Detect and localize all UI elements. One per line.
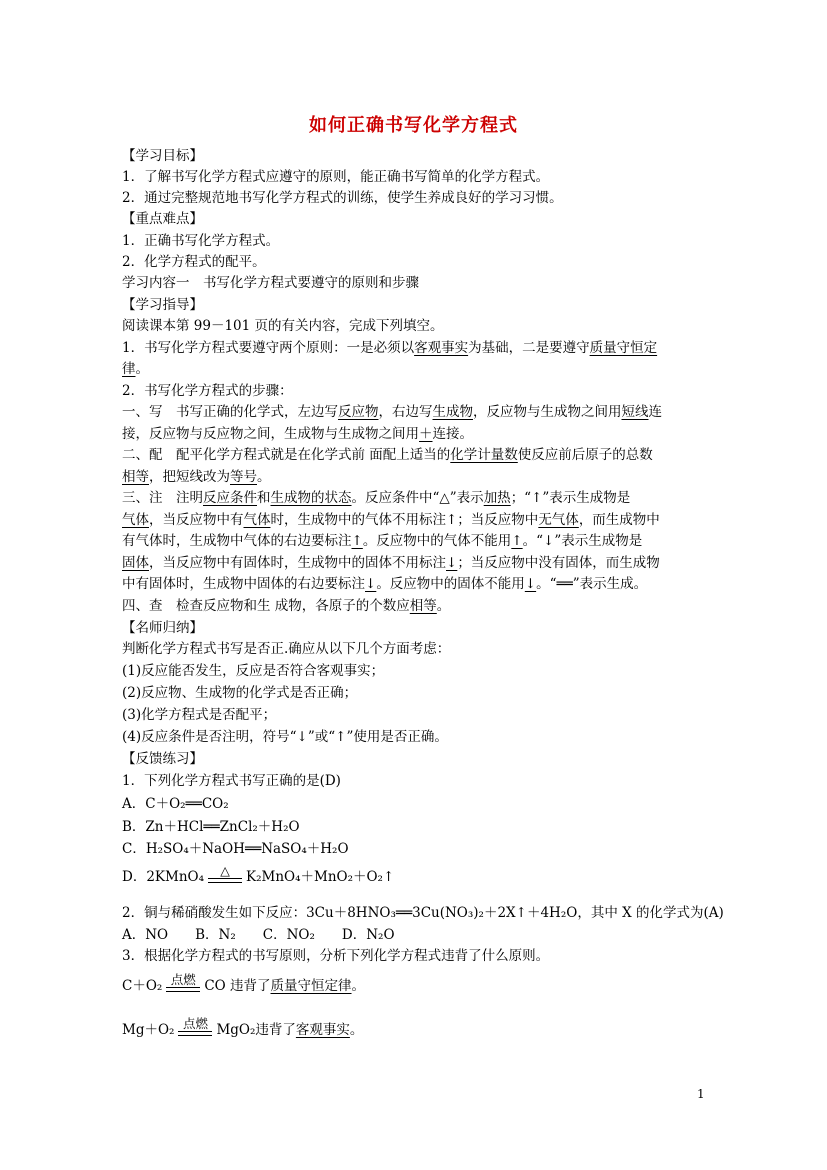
step-annotate-line-2: 气体，当反应物中有气体时，生成物中的气体不用标注↑；当反应物中无气体，而生成物中 xyxy=(122,512,660,528)
q1-option-a: A．C＋O₂══CO₂ xyxy=(122,796,229,812)
step-check-line: 四、查 检查反应物和生 成物，各原子的个数应相等。 xyxy=(122,598,451,614)
section-heading-summary: 【名师归纳】 xyxy=(122,620,203,636)
heat-symbol: △ xyxy=(220,863,230,878)
q1-option-b: B．Zn＋HCl══ZnCl₂＋H₂O xyxy=(122,819,300,835)
answer-blank: ↓ xyxy=(524,576,537,592)
step-balance-line-1: 二、配 配平化学方程式就是在化学式前 面配上适当的化学计量数使反应前后原子的总数 xyxy=(122,447,653,463)
reading-instruction: 阅读课本第 99－101 页的有关内容，完成下列填空。 xyxy=(122,318,444,334)
content-title: 学习内容一 书写化学方程式要遵守的原则和步骤 xyxy=(122,275,419,291)
equation-1: C＋O₂ 点燃 CO 违背了质量守恒定律。 xyxy=(122,972,366,994)
goal-line-2: 2．通过完整规范地书写化学方程式的训练，使学生养成良好的学习习惯。 xyxy=(122,190,563,206)
principle-line-2: 律。 xyxy=(122,361,149,377)
question-1: 1．下列化学方程式书写正确的是(D) xyxy=(122,773,341,789)
answer-blank: 生成物的状态 xyxy=(270,490,352,506)
answer-blank: 客观事实 xyxy=(295,1022,350,1038)
ignite-label: 点燃 xyxy=(182,1016,208,1031)
keypoint-line-1: 1．正确书写化学方程式。 xyxy=(122,233,280,249)
answer-blank: 化学计量数 xyxy=(450,447,518,463)
answer-blank: 短线 xyxy=(621,404,649,420)
summary-line-3: (3)化学方程式是否配平； xyxy=(122,707,277,723)
q1-option-c: C．H₂SO₄＋NaOH══NaSO₄＋H₂O xyxy=(122,841,349,857)
step-annotate-line-3: 有气体时，生成物中气体的右边要标注↑。反应物中的气体不能用↑。“↓”表示生成物是 xyxy=(122,533,643,549)
answer-blank: ↑ xyxy=(351,533,363,549)
section-heading-goals: 【学习目标】 xyxy=(122,148,203,164)
answer-blank: 等号 xyxy=(230,469,257,485)
reaction-condition xyxy=(178,1017,212,1036)
answer-blank: 反应物 xyxy=(338,404,379,420)
answer-blank: 质量守恒定律 xyxy=(270,978,352,994)
principle-line-1: 1．书写化学方程式要遵守两个原则：一是必须以客观事实为基础，二是要遵守质量守恒定 xyxy=(122,340,658,356)
answer-blank: 加热 xyxy=(483,490,511,506)
answer-blank: 固体 xyxy=(122,555,149,571)
page-title: 如何正确书写化学方程式 xyxy=(309,115,518,136)
equals-bar xyxy=(178,1031,212,1036)
answer-blank: 相等 xyxy=(409,598,437,614)
equation-2: Mg＋O₂ 点燃 MgO₂违背了客观事实。 xyxy=(122,1016,364,1038)
page-number: 1 xyxy=(697,1087,705,1101)
answer-blank: 律 xyxy=(122,361,136,377)
answer-blank: 客观事实 xyxy=(414,340,469,356)
step-annotate-line-1: 三、注 注明反应条件和生成物的状态。反应条件中“△”表示加热；“↑”表示生成物是 xyxy=(122,490,631,506)
answer-blank: 相等 xyxy=(122,469,149,485)
q1-option-d: D．2KMnO₄ △ K₂MnO₄＋MnO₂＋O₂↑ xyxy=(122,863,395,885)
equals-bar xyxy=(166,987,200,992)
answer-blank: 无气体 xyxy=(538,512,579,528)
answer-blank: ＋ xyxy=(419,426,433,442)
section-heading-practice: 【反馈练习】 xyxy=(122,751,203,767)
step-write-line-1: 一、写 书写正确的化学式，左边写反应物，右边写生成物，反应物与生成物之间用短线连 xyxy=(122,404,662,420)
question-3: 3．根据化学方程式的书写原则，分析下列化学方程式违背了什么原则。 xyxy=(122,948,550,964)
equals-bar xyxy=(208,878,242,883)
section-heading-guide: 【学习指导】 xyxy=(122,297,203,313)
step-annotate-line-5: 中有固体时，生成物中固体的右边要标注↓。反应物中的固体不能用↓。“══”表示生成。 xyxy=(122,576,648,592)
step-write-line-2: 接，反应物与反应物之间，生成物与生成物之间用＋连接。 xyxy=(122,426,473,442)
step-balance-line-2: 相等，把短线改为等号。 xyxy=(122,469,271,485)
answer-blank: 气体 xyxy=(243,512,271,528)
summary-intro: 判断化学方程式书写是否正.确应从以下几个方面考虑： xyxy=(122,641,451,657)
q2-options: A．NO B．N₂ C．NO₂ D．N₂O xyxy=(122,927,395,943)
section-heading-keypoints: 【重点难点】 xyxy=(122,211,203,227)
answer-blank: 质量守恒定 xyxy=(589,340,658,356)
reaction-condition xyxy=(166,973,200,992)
answer-blank: ↓ xyxy=(446,555,458,571)
answer-blank: 生成物 xyxy=(432,404,473,420)
answer-blank: 气体 xyxy=(122,512,149,528)
keypoint-line-2: 2．化学方程式的配平。 xyxy=(122,254,266,270)
answer-blank: 反应条件 xyxy=(203,490,257,506)
reaction-condition xyxy=(208,864,242,883)
summary-line-4: (4)反应条件是否注明，符号“↓”或“↑”使用是否正确。 xyxy=(122,729,448,745)
step-annotate-line-4: 固体，当反应物中有固体时，生成物中的固体不用标注↓；当反应物中没有固体，而生成物 xyxy=(122,555,660,571)
goal-line-1: 1．了解书写化学方程式应遵守的原则，能正确书写简单的化学方程式。 xyxy=(122,169,550,185)
answer-blank: ↑ xyxy=(511,533,523,549)
question-2: 2．铜与稀硝酸发生如下反应：3Cu＋8HNO₃══3Cu(NO₃)₂＋2X↑＋4H₂O，其中 X 的化学式为(A) xyxy=(122,905,724,921)
summary-line-1: (1)反应能否发生，反应是否符合客观事实； xyxy=(122,663,385,679)
steps-heading: 2．书写化学方程式的步骤： xyxy=(122,383,293,399)
answer-blank: ↓ xyxy=(365,576,377,592)
ignite-label: 点燃 xyxy=(170,972,196,987)
summary-line-2: (2)反应物、生成物的化学式是否正确； xyxy=(122,685,358,701)
